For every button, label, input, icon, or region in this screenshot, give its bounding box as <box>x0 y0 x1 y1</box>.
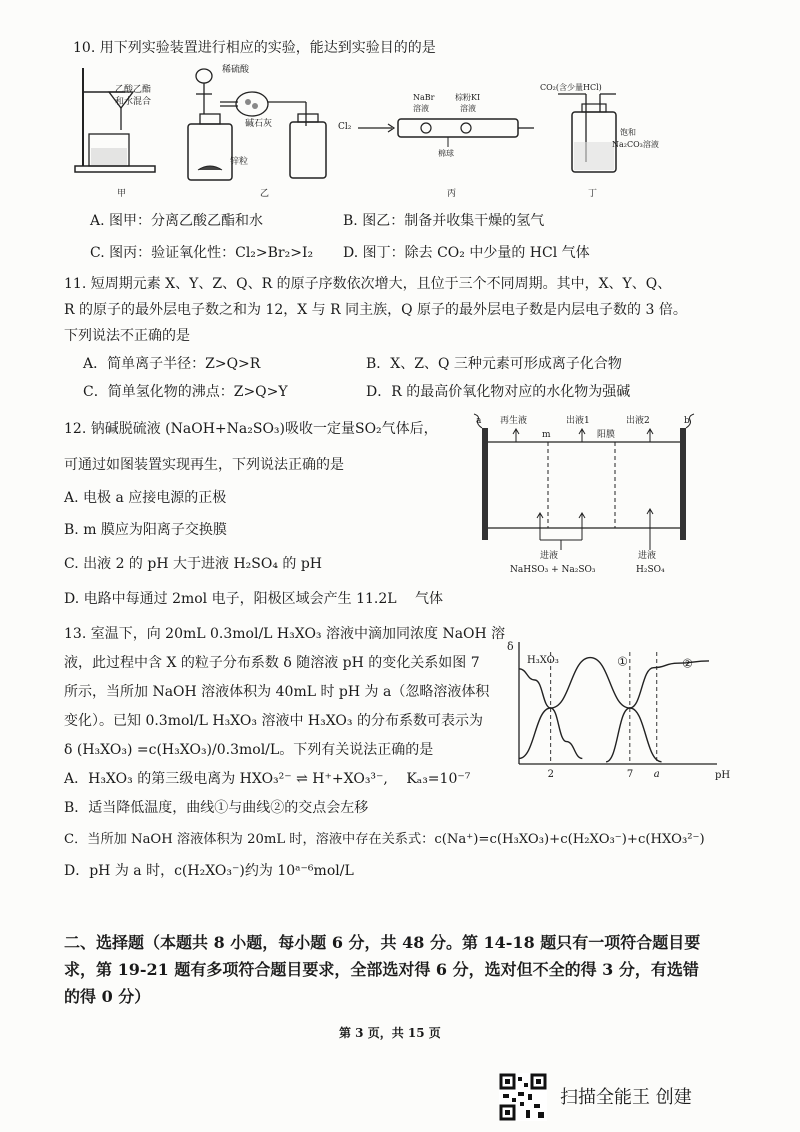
section2-line3: 的得 0 分） <box>64 987 151 1006</box>
q11-option-b: B．X、Z、Q 三种元素可形成离子化合物 <box>366 356 622 372</box>
section2-line2: 求，第 19-21 题有多项符合题目要求，全部选对得 6 分，选对但不全的得 3 分，有选错 <box>64 960 699 979</box>
q12-fig-in2b: H₂SO₄ <box>636 565 665 575</box>
fig-ding-sat: 饱和 <box>620 128 636 137</box>
y-axis-label: δ <box>507 640 514 653</box>
tick-label-1: 7 <box>626 769 634 780</box>
label-curve-2: ② <box>682 656 693 671</box>
q12-line2: 可通过如图装置实现再生，下列说法正确的是 <box>64 457 344 473</box>
q13-line5: δ (H₃XO₃) =c(H₃XO₃)/0.3mol/L。下列有关说法正确的是 <box>64 742 434 758</box>
q13-option-d: D．pH 为 a 时，c(H₂XO₃⁻)约为 10ᵃ⁻⁶mol/L <box>64 863 354 879</box>
q11-option-d: D．R 的最高价氧化物对应的水化物为强碱 <box>366 384 631 400</box>
q10-option-a: A. 图甲：分离乙酸乙酯和水 <box>90 213 264 229</box>
fig-bing <box>338 95 538 155</box>
fig-jia-note1: 乙酸乙酯 <box>115 85 152 95</box>
q10-stem: 10. 用下列实验装置进行相应的实验，能达到实验目的的是 <box>73 40 436 56</box>
q13-line3: 所示，当所加 NaOH 溶液体积为 40mL 时 pH 为 a（忽略溶液体积 <box>64 684 490 700</box>
q12-fig-m: m <box>542 430 551 440</box>
q12-option-a: A. 电极 a 应接电源的正极 <box>64 490 227 506</box>
q10-option-b: B. 图乙：制备并收集干燥的氢气 <box>343 213 545 229</box>
q12-fig-membrane: 阳膜 <box>597 430 616 440</box>
q12-fig-a: a <box>476 416 482 426</box>
fig-bing-cl2: Cl₂ <box>338 122 352 132</box>
scanner-credit: 扫描全能王 创建 <box>560 1087 692 1108</box>
fig-yi-zinc: 锌粒 <box>230 157 249 167</box>
fig-ding <box>556 78 656 188</box>
fig-bing-nabr1: NaBr <box>413 93 435 102</box>
q11-option-c: C．简单氢化物的沸点：Z>Q>Y <box>83 384 288 400</box>
q13-option-c: C．当所加 NaOH 溶液体积为 20mL 时，溶液中存在关系式：c(Na⁺)=c(H₃XO₃)+c(H₂XO₃⁻)+c(HXO₃²⁻) <box>64 832 705 847</box>
qr-code-icon <box>499 1073 547 1121</box>
x-axis-label: pH <box>715 770 731 781</box>
q11-option-a: A．简单离子半径：Z>Q>R <box>83 356 261 372</box>
fig-yi-label: 乙 <box>260 189 270 199</box>
q13-line4: 变化）。已知 0.3mol/L H₃XO₃ 溶液中 H₃XO₃ 的分布系数可表示为 <box>64 713 483 729</box>
fig-bing-nabr2: 溶液 <box>413 104 429 113</box>
q12-fig-out2: 出液2 <box>626 416 650 426</box>
fig-ding-label: 丁 <box>588 189 598 199</box>
q12-option-d: D. 电路中每通过 2mol 电子，阳极区域会产生 11.2L 气体 <box>64 591 443 607</box>
q11-line3: 下列说法不正确的是 <box>64 328 190 344</box>
q10-option-d: D. 图丁：除去 CO₂ 中少量的 HCl 气体 <box>343 245 590 261</box>
q12-line1: 12. 钠碱脱硫液 (NaOH+Na₂SO₃)吸收一定量SO₂气体后， <box>64 421 438 437</box>
series-line-2 <box>606 661 709 762</box>
tick-label-0: 2 <box>547 769 555 780</box>
fig-jia-label: 甲 <box>117 189 127 199</box>
q12-fig-out1: 出液1 <box>566 416 590 426</box>
q12-electrolysis-diagram <box>460 410 720 580</box>
fig-bing-ki1: 棕粉KI <box>455 93 481 102</box>
tick-label-2: a <box>653 769 660 780</box>
q11-line1: 11. 短周期元素 X、Y、Z、Q、R 的原子序数依次增大，且位于三个不同周期。其中，X、Y、Q、 <box>64 276 672 292</box>
q13-option-a: A．H₃XO₃ 的第三级电离为 HXO₃²⁻ ⇌ H⁺+XO₃³⁻, Kₐ₃=10⁻⁷ <box>64 771 471 787</box>
q12-fig-in2: 进液 <box>638 551 657 561</box>
fig-bing-cotton: 棉球 <box>438 149 454 158</box>
fig-jia-note2: 和水混合 <box>115 97 152 107</box>
q12-fig-in1b: NaHSO₃ + Na₂SO₃ <box>510 565 596 575</box>
q12-fig-b: b <box>684 416 690 426</box>
fig-bing-label: 丙 <box>447 189 457 199</box>
fig-yi-lime: 碱石灰 <box>245 119 273 129</box>
q12-option-b: B. m 膜应为阳离子交换膜 <box>64 522 227 538</box>
q13-line2: 液，此过程中含 X 的粒子分布系数 δ 随溶液 pH 的变化关系如图 7 <box>64 655 480 671</box>
section2-line1: 二、选择题（本题共 8 小题，每小题 6 分，共 48 分。第 14-18 题只有一项符合题目要 <box>64 933 701 952</box>
fig-bing-ki2: 溶液 <box>460 104 476 113</box>
page-number: 第 3 页，共 15 页 <box>339 1026 441 1040</box>
q10-option-c: C. 图丙：验证氧化性：Cl₂>Br₂>I₂ <box>90 245 314 261</box>
q12-fig-regen: 再生液 <box>500 416 528 426</box>
q11-line2: R 的原子的最外层电子数之和为 12，X 与 R 同主族，Q 原子的最外层电子数是内层电子数的 3 倍。 <box>64 302 687 318</box>
fig-ding-gas: CO₂(含少量HCl) <box>540 83 602 92</box>
q12-option-c: C. 出液 2 的 pH 大于进液 H₂SO₄ 的 pH <box>64 556 323 572</box>
fig-ding-soln: Na₂CO₃溶液 <box>612 140 659 149</box>
label-h3xo3: H₃XO₃ <box>527 655 559 667</box>
q13-option-b: B．适当降低温度，曲线①与曲线②的交点会左移 <box>64 800 369 816</box>
q12-fig-in1: 进液 <box>540 551 559 561</box>
q13-distribution-chart <box>505 640 730 780</box>
q13-line1: 13. 室温下，向 20mL 0.3mol/L H₃XO₃ 溶液中滴加同浓度 NaOH 溶 <box>64 626 506 642</box>
fig-yi-acid: 稀硫酸 <box>222 65 250 75</box>
label-curve-1: ① <box>617 654 628 669</box>
series-line-1 <box>519 658 662 762</box>
